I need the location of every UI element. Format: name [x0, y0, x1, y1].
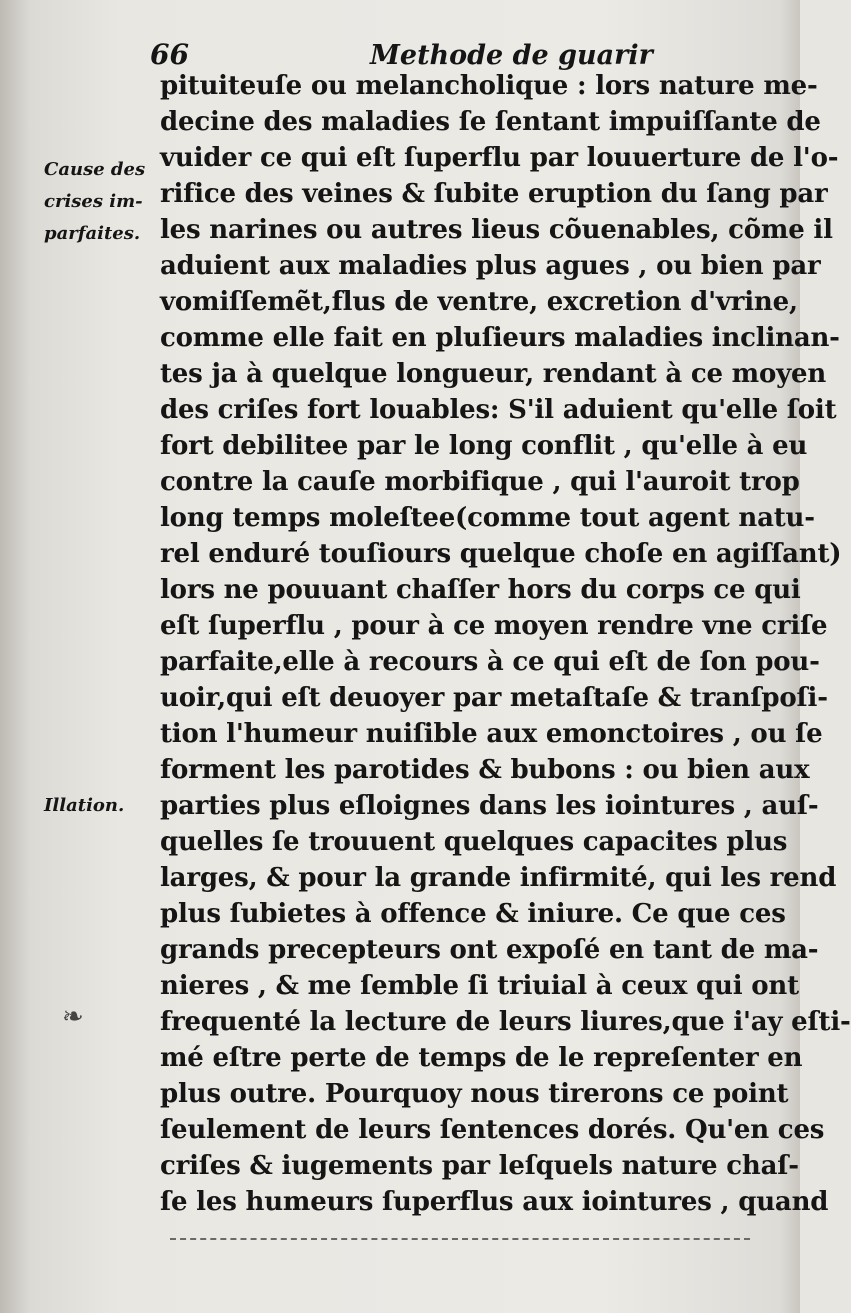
text-line: tion l'humeur nuiſible aux emonctoires , ou ſe [160, 719, 823, 749]
text-line: mé eſtre perte de temps de le repreſenter en [160, 1043, 803, 1073]
text-line: uoir,qui eſt deuoyer par metaſtaſe & tranſpoſi- [160, 683, 828, 713]
text-line: contre la cauſe morbifique , qui l'auroit trop [160, 467, 800, 497]
bottom-rule [170, 1238, 750, 1240]
text-line: parfaite,elle à recours à ce qui eſt de ſon pou- [160, 647, 820, 677]
text-line: vuider ce qui eſt ſuperflu par louuerture de l'o- [160, 143, 839, 173]
text-line: ſe les humeurs ſuperflus aux iointures , quand [160, 1187, 829, 1217]
page-number: 66 [150, 38, 189, 71]
text-line: forment les parotides & bubons : ou bien aux [160, 755, 810, 785]
text-line: criſes & iugements par leſquels nature chaſ- [160, 1151, 799, 1181]
running-title: Methode de guarir [370, 40, 653, 71]
margin-note-illation: Illation. [44, 795, 125, 816]
text-line: lors ne pouuant chaſſer hors du corps ce qui [160, 575, 801, 605]
text-line: rel enduré touſiours quelque choſe en agiſſant) [160, 539, 842, 569]
text-line: parties plus eſloignes dans les iointures , auſ- [160, 791, 819, 821]
margin-note-crises: crises im- [44, 191, 143, 212]
text-line: tes ja à quelque longueur, rendant à ce moyen [160, 359, 827, 389]
text-line: rifice des veines & ſubite eruption du ſang par [160, 179, 828, 209]
text-line: long temps moleſtee(comme tout agent natu- [160, 503, 815, 533]
text-line: grands precepteurs ont expoſé en tant de ma- [160, 935, 819, 965]
text-line: decine des maladies ſe ſentant impuiſſante de [160, 107, 821, 137]
text-line: comme elle fait en pluſieurs maladies inclinan- [160, 323, 840, 353]
text-line: plus ſubietes à offence & iniure. Ce que ces [160, 899, 786, 929]
text-line: plus outre. Pourquoy nous tirerons ce point [160, 1079, 789, 1109]
text-line: quelles ſe trouuent quelques capacites plus [160, 827, 788, 857]
text-line: fort debilitee par le long conflit , qu'elle à eu [160, 431, 808, 461]
text-line: ſeulement de leurs ſentences dorés. Qu'en ces [160, 1115, 825, 1145]
margin-note-parfaites: parfaites. [44, 223, 141, 244]
margin-note-cause: Cause des [44, 159, 146, 180]
text-line: aduient aux maladies plus agues , ou bien par [160, 251, 821, 281]
text-line: eſt ſuperflu , pour à ce moyen rendre vne criſe [160, 611, 828, 641]
text-line: pituiteuſe ou melancholique : lors nature me- [160, 71, 818, 101]
text-line: larges, & pour la grande infirmité, qui les rend [160, 863, 837, 893]
text-line: des criſes fort louables: S'il aduient qu'elle ſoit [160, 395, 837, 425]
text-line: vomiſſemẽt,flus de ventre, excretion d'vrine, [160, 287, 798, 317]
text-line: les narines ou autres lieus cõuenables, cõme il [160, 215, 833, 245]
text-line: frequenté la lecture de leurs liures,que i'ay eſti- [160, 1007, 851, 1037]
ornament-icon: ❧ [62, 1002, 84, 1032]
body-text [160, 68, 851, 1220]
text-line: nieres , & me ſemble ſi triuial à ceux qui ont [160, 971, 799, 1001]
